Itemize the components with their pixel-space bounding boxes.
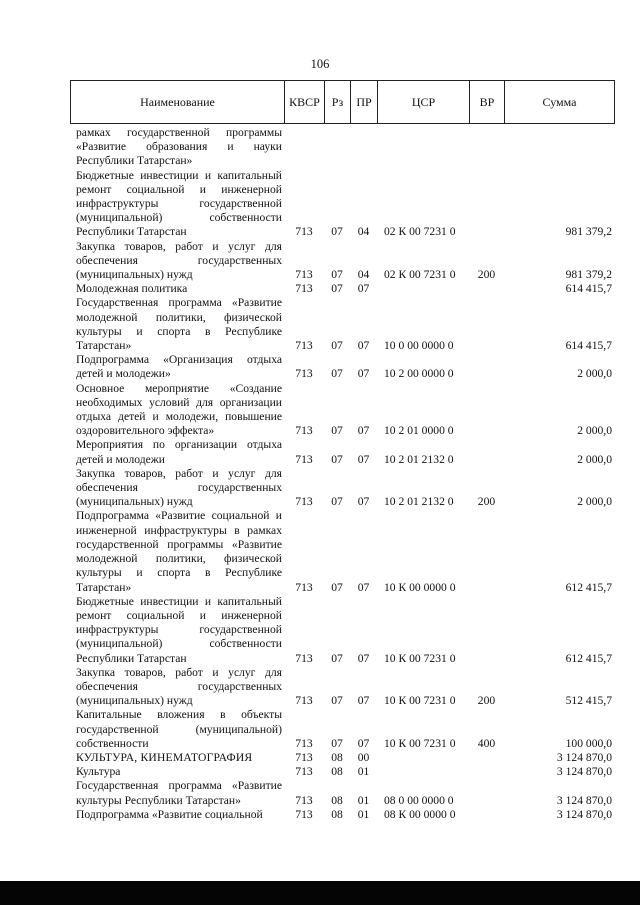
table-cell-name: Мероприятия по организации отдыха детей и молодежи <box>76 438 282 466</box>
table-cell-rz: 07 <box>331 694 343 708</box>
table-cell-rz: 07 <box>331 225 343 239</box>
table-cell-sum: 614 415,7 <box>565 282 612 296</box>
table-cell-csr: 08 0 00 0000 0 <box>384 793 454 807</box>
table-cell-sum: 981 379,2 <box>565 268 612 282</box>
table-row <box>70 666 614 709</box>
table-cell-name: Государственная программа «Развитие молодежной политики, физической культуры и спорта в Республике Татарстан» <box>76 296 282 353</box>
table-cell-kvsr: 713 <box>295 793 313 807</box>
table-cell-name: Государственная программа «Развитие культуры Республики Татарстан» <box>76 779 282 807</box>
table-cell-csr: 10 К 00 0000 0 <box>384 580 456 594</box>
table-row <box>70 282 614 296</box>
table-cell-pr: 07 <box>357 580 370 594</box>
table-cell-csr: 10 К 00 7231 0 <box>384 651 456 665</box>
table-cell-kvsr: 713 <box>295 424 313 438</box>
table-cell-rz: 07 <box>331 495 343 509</box>
table-cell-sum: 981 379,2 <box>565 225 612 239</box>
table-cell-rz: 07 <box>331 736 343 750</box>
table-cell-kvsr: 713 <box>295 339 313 353</box>
table-row <box>70 595 614 666</box>
table-cell-sum: 3 124 870,0 <box>556 807 612 821</box>
table-cell-pr: 01 <box>357 765 370 779</box>
table-cell-pr: 07 <box>357 367 370 381</box>
table-cell-rz: 08 <box>331 750 343 764</box>
table-cell-name: Закупка товаров, работ и услуг для обеспечения государственных (муниципальных) нужд <box>76 665 282 708</box>
table-cell-vr: 400 <box>477 736 496 750</box>
table-cell-sum: 3 124 870,0 <box>556 793 612 807</box>
table-row <box>70 169 614 240</box>
table-cell-sum: 612 415,7 <box>565 580 612 594</box>
table-cell-csr: 10 К 00 7231 0 <box>384 694 456 708</box>
table-cell-kvsr: 713 <box>295 268 313 282</box>
page-number: 106 <box>310 57 330 71</box>
header-vr: ВР <box>470 81 505 124</box>
table-cell-name: Закупка товаров, работ и услуг для обеспечения государственных (муниципальных) нужд <box>76 466 282 509</box>
table-cell-csr: 02 К 00 7231 0 <box>384 225 456 239</box>
table-cell-sum: 2 000,0 <box>577 367 612 381</box>
table-row <box>70 438 614 466</box>
header-sum: Сумма <box>505 81 615 124</box>
table-cell-kvsr: 713 <box>295 225 313 239</box>
table-row <box>70 467 614 510</box>
table-cell-name: Закупка товаров, работ и услуг для обеспечения государственных (муниципальных) нужд <box>76 239 282 282</box>
table-cell-pr: 07 <box>357 339 370 353</box>
table-cell-pr: 07 <box>357 736 370 750</box>
table-cell-pr: 07 <box>357 452 370 466</box>
table-cell-name: Подпрограмма «Организация отдыха детей и молодежи» <box>76 353 282 381</box>
table-cell-name: Подпрограмма «Развитие социальной <box>76 807 263 821</box>
table-cell-rz: 07 <box>331 651 343 665</box>
table-cell-csr: 10 2 01 0000 0 <box>384 424 454 438</box>
header-name: Наименование <box>71 81 285 124</box>
table-cell-pr: 04 <box>357 225 370 239</box>
table-cell-name: Основное мероприятие «Создание необходимых условий для организации отдыха детей и молодежи, повышение оздоровительного эффекта» <box>76 381 282 438</box>
table-cell-sum: 612 415,7 <box>565 651 612 665</box>
table-cell-sum: 3 124 870,0 <box>556 765 612 779</box>
table-row <box>70 779 614 807</box>
table-row <box>70 765 614 779</box>
table-cell-name: Культура <box>76 765 121 779</box>
table-cell-kvsr: 713 <box>295 580 313 594</box>
table-cell-pr: 00 <box>357 750 370 764</box>
header-pr: ПР <box>351 81 378 124</box>
table-cell-sum: 512 415,7 <box>565 694 612 708</box>
table-cell-rz: 07 <box>331 367 343 381</box>
table-cell-csr: 08 К 00 0000 0 <box>384 807 456 821</box>
table-cell-kvsr: 713 <box>295 651 313 665</box>
table-cell-rz: 07 <box>331 424 343 438</box>
table-cell-pr: 01 <box>357 807 370 821</box>
table-cell-kvsr: 713 <box>295 736 313 750</box>
scan-border <box>0 881 640 905</box>
table-cell-name: КУЛЬТУРА, КИНЕМАТОГРАФИЯ <box>76 750 253 764</box>
table-cell-sum: 100 000,0 <box>565 736 612 750</box>
table-cell-sum: 2 000,0 <box>577 452 612 466</box>
table-cell-vr: 200 <box>477 495 496 509</box>
table-cell-sum: 2 000,0 <box>577 424 612 438</box>
table-cell-rz: 07 <box>331 282 343 296</box>
table-row <box>70 509 614 594</box>
table-header <box>70 80 615 124</box>
header-csr: ЦСР <box>378 81 470 124</box>
table-cell-csr: 10 2 00 0000 0 <box>384 367 454 381</box>
table-cell-vr: 200 <box>477 694 496 708</box>
table-cell-pr: 07 <box>357 282 370 296</box>
table-cell-pr: 07 <box>357 495 370 509</box>
table-cell-pr: 07 <box>357 424 370 438</box>
table-cell-csr: 10 К 00 7231 0 <box>384 736 456 750</box>
table-cell-kvsr: 713 <box>295 750 313 764</box>
table-cell-csr: 10 2 01 2132 0 <box>384 495 454 509</box>
table-cell-name: рамках государственной программы «Развитие образования и науки Республики Татарстан» <box>76 126 282 168</box>
table-cell-pr: 07 <box>357 651 370 665</box>
table-row <box>70 240 614 283</box>
table-cell-kvsr: 713 <box>295 452 313 466</box>
table-cell-kvsr: 713 <box>295 694 313 708</box>
table-cell-name: Бюджетные инвестиции и капитальный ремонт социальной и инженерной инфраструктуры государственной (муниципальной) собственности Республики Татарстан <box>76 168 282 239</box>
table-cell-kvsr: 713 <box>295 765 313 779</box>
table-cell-sum: 2 000,0 <box>577 495 612 509</box>
table-row <box>70 808 614 822</box>
table-cell-pr: 01 <box>357 793 370 807</box>
table-row <box>70 382 614 439</box>
table-row <box>70 296 614 353</box>
table-cell-kvsr: 713 <box>295 367 313 381</box>
table-cell-csr: 02 К 00 7231 0 <box>384 268 456 282</box>
table-cell-rz: 07 <box>331 268 343 282</box>
table-cell-rz: 08 <box>331 807 343 821</box>
table-cell-name: Подпрограмма «Развитие социальной и инженерной инфраструктуры в рамках государственной программы «Развитие молодежной политики, физической культуры и спорта в Республике Татарстан» <box>76 509 282 594</box>
table-cell-rz: 08 <box>331 765 343 779</box>
table-cell-rz: 08 <box>331 793 343 807</box>
table-cell-csr: 10 0 00 0000 0 <box>384 339 454 353</box>
header-kvsr: КВСР <box>285 81 325 124</box>
table-row <box>70 708 614 751</box>
header-rz: Рз <box>325 81 351 124</box>
table-cell-name: Молодежная политика <box>76 282 188 296</box>
table-cell-rz: 07 <box>331 580 343 594</box>
table-cell-rz: 07 <box>331 339 343 353</box>
table-cell-rz: 07 <box>331 452 343 466</box>
table-cell-name: Капитальные вложения в объекты государственной (муниципальной) собственности <box>76 708 282 750</box>
table-row <box>70 353 614 381</box>
table-row <box>70 126 614 169</box>
table-cell-name: Бюджетные инвестиции и капитальный ремонт социальной и инженерной инфраструктуры государственной (муниципальной) собственности Республики Татарстан <box>76 594 282 665</box>
table-cell-pr: 04 <box>357 268 370 282</box>
table-cell-kvsr: 713 <box>295 495 313 509</box>
table-cell-sum: 614 415,7 <box>565 339 612 353</box>
table-cell-kvsr: 713 <box>295 807 313 821</box>
table-cell-vr: 200 <box>477 268 496 282</box>
table-body <box>70 126 614 822</box>
table-cell-csr: 10 2 01 2132 0 <box>384 452 454 466</box>
table-cell-pr: 07 <box>357 694 370 708</box>
table-cell-kvsr: 713 <box>295 282 313 296</box>
table-cell-sum: 3 124 870,0 <box>556 750 612 764</box>
table-row <box>70 751 614 765</box>
